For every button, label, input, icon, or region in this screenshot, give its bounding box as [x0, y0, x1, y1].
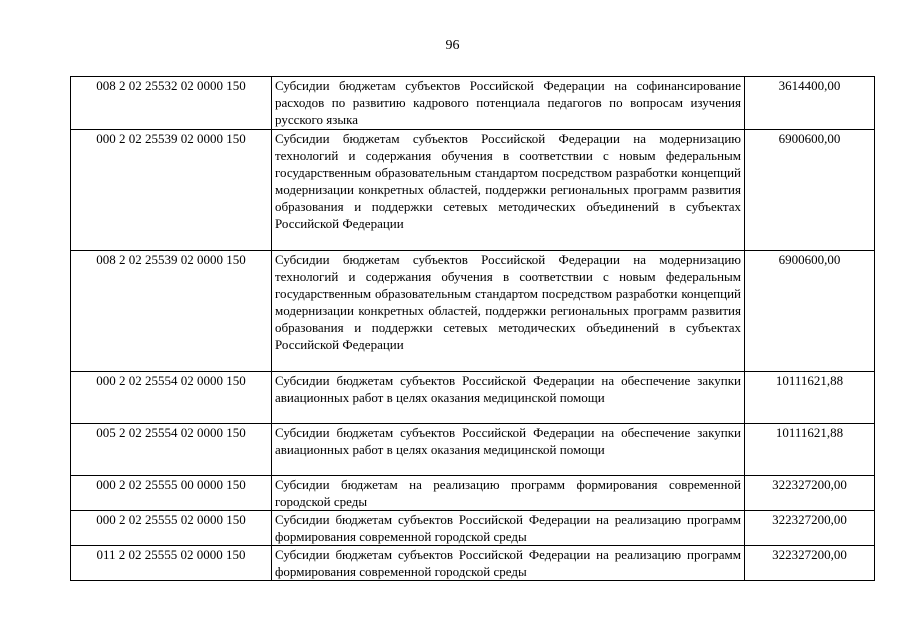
budget-classification-code: 000 2 02 25539 02 0000 150 — [71, 130, 272, 251]
budget-classification-code: 008 2 02 25539 02 0000 150 — [71, 251, 272, 372]
amount: 10111621,88 — [745, 372, 875, 424]
table-row — [71, 546, 875, 581]
amount: 322327200,00 — [745, 476, 875, 511]
revenue-description: Субсидии бюджетам субъектов Российской Федерации на модернизацию технологий и содержания обучения в соответствии с новым федеральным государственным образовательным стандартом посредством разработки концепций модернизации конкретных областей, поддержки региональных программ развития образования и поддержки сетевых методических объединений в субъектах Российской Федерации — [272, 251, 745, 372]
table-row — [71, 251, 875, 372]
revenue-description: Субсидии бюджетам субъектов Российской Федерации на реализацию программ формирования современной городской среды — [272, 511, 745, 546]
revenue-description: Субсидии бюджетам субъектов Российской Федерации на обеспечение закупки авиационных работ в целях оказания медицинской помощи — [272, 372, 745, 424]
revenue-description: Субсидии бюджетам субъектов Российской Федерации на реализацию программ формирования современной городской среды — [272, 546, 745, 581]
budget-classification-code: 000 2 02 25554 02 0000 150 — [71, 372, 272, 424]
budget-classification-code: 005 2 02 25554 02 0000 150 — [71, 424, 272, 476]
revenue-description: Субсидии бюджетам субъектов Российской Федерации на софинансирование расходов по развитию кадрового потенциала педагогов по вопросам изучения русского языка — [272, 77, 745, 130]
amount: 6900600,00 — [745, 130, 875, 251]
table-row — [71, 77, 875, 130]
budget-revenue-table — [70, 76, 875, 581]
table-row — [71, 476, 875, 511]
table-row — [71, 511, 875, 546]
table-row — [71, 372, 875, 424]
budget-classification-code: 008 2 02 25532 02 0000 150 — [71, 77, 272, 130]
revenue-description: Субсидии бюджетам субъектов Российской Федерации на модернизацию технологий и содержания обучения в соответствии с новым федеральным государственным образовательным стандартом посредством разработки концепций модернизации конкретных областей, поддержки региональных программ развития образования и поддержки сетевых методических объединений в субъектах Российской Федерации — [272, 130, 745, 251]
table-row — [71, 424, 875, 476]
amount: 322327200,00 — [745, 546, 875, 581]
amount: 6900600,00 — [745, 251, 875, 372]
table-row — [71, 130, 875, 251]
revenue-description: Субсидии бюджетам на реализацию программ формирования современной городской среды — [272, 476, 745, 511]
amount: 3614400,00 — [745, 77, 875, 130]
amount: 10111621,88 — [745, 424, 875, 476]
budget-classification-code: 000 2 02 25555 00 0000 150 — [71, 476, 272, 511]
revenue-description: Субсидии бюджетам субъектов Российской Федерации на обеспечение закупки авиационных работ в целях оказания медицинской помощи — [272, 424, 745, 476]
budget-classification-code: 011 2 02 25555 02 0000 150 — [71, 546, 272, 581]
page-number: 96 — [445, 38, 460, 53]
budget-classification-code: 000 2 02 25555 02 0000 150 — [71, 511, 272, 546]
amount: 322327200,00 — [745, 511, 875, 546]
